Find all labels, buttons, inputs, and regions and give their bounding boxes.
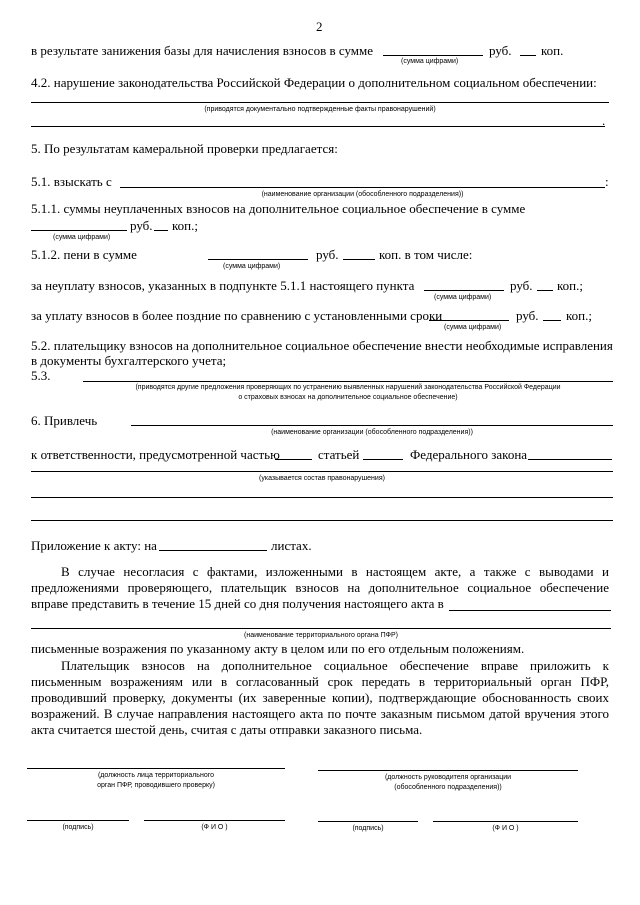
facts-line-1[interactable] (31, 102, 609, 103)
involve-organization-line[interactable] (131, 425, 613, 426)
head-fio-line[interactable] (433, 821, 578, 822)
rub-label: руб. (316, 247, 339, 262)
unpaid-sum-line[interactable] (31, 230, 127, 231)
late-payment-sum-line[interactable] (429, 320, 509, 321)
section-4-2-heading: 4.2. нарушение законодательства Российской Федерации о дополнительном социальном обеспечении: (31, 75, 597, 90)
federal-law-label: Федерального закона (410, 447, 528, 462)
head-position-hint-2: (обособленного подразделения)) (394, 784, 502, 791)
facts-end-dot: . (602, 113, 606, 128)
inspector-position-hint-2: орган ПФР, проводившего проверку) (97, 782, 215, 789)
penalty-nonpayment-text: за неуплату взносов, указанных в подпункте 5.1.1 настоящего пункта (31, 278, 415, 293)
kop-line[interactable] (537, 290, 553, 291)
sum-hint: (сумма цифрами) (434, 294, 492, 301)
pfr-body-line-1[interactable] (449, 610, 611, 611)
kop-label: коп.; (557, 278, 583, 293)
other-proposals-line[interactable] (83, 381, 613, 382)
section-6-text: 6. Привлечь (31, 413, 98, 428)
head-position-hint-1: (должность руководителя организации (384, 774, 512, 781)
sum-hint: (сумма цифрами) (444, 324, 502, 331)
penalty-sum-line[interactable] (208, 259, 308, 260)
reduced-base-sum-line[interactable] (383, 55, 483, 56)
appendix-text: Приложение к акту: на (31, 538, 157, 553)
sum-hint: (сумма цифрами) (53, 234, 111, 241)
penalty-late-payment-text: за уплату взносов в более поздние по сравнению с установленными сроки (31, 308, 443, 323)
collect-colon: : (605, 174, 609, 189)
attach-documents-paragraph: Плательщик взносов на дополнительное социальное обеспечение вправе приложить к письменным возражениям или в согласованный срок передать в территориальный орган ПФР, проводивший проверку, документы (их заверенные копии), подтверждающие обоснованность своих возражений. В случае направления настоящего акта по почте заказным письмом датой вручения этого акта считается шестой день, считая с даты отправки заказного письма. (31, 658, 609, 737)
section-5-2-line-1: 5.2. плательщику взносов на дополнительное социальное обеспечение внести необходимые исправления (31, 338, 613, 353)
section-5-1-text: 5.1. взыскать с (31, 174, 112, 189)
inspector-position-hint-1: (должность лица территориального (97, 772, 215, 779)
offense-line-3[interactable] (31, 520, 613, 521)
kop-label: коп.; (172, 218, 198, 233)
head-signature-hint: (подпись) (352, 825, 384, 832)
head-signature-line[interactable] (318, 821, 418, 822)
pfr-body-line-2[interactable] (31, 628, 611, 629)
organization-hint: (наименование организации (обособленного подразделения)) (271, 429, 473, 436)
section-5-3-label: 5.3. (31, 368, 51, 383)
head-fio-hint: (Ф И О ) (492, 825, 519, 832)
article-label: статьей (318, 447, 360, 462)
federal-law-line[interactable] (528, 459, 612, 460)
page-number: 2 (316, 19, 323, 34)
kop-line[interactable] (520, 55, 536, 56)
article-number-line[interactable] (363, 459, 403, 460)
section-5-1-2-text: 5.1.2. пени в сумме (31, 247, 137, 262)
sum-hint: (сумма цифрами) (401, 58, 459, 65)
section-5-heading: 5. По результатам камеральной проверки предлагается: (31, 141, 338, 156)
sum-hint: (сумма цифрами) (223, 263, 281, 270)
kop-line[interactable] (154, 230, 168, 231)
nonpayment-sum-line[interactable] (424, 290, 504, 291)
article-part-line[interactable] (275, 459, 312, 460)
objections-text: письменные возражения по указанному акту в целом или по его отдельным положениям. (31, 641, 525, 656)
kop-label: коп. в том числе: (379, 247, 473, 262)
reduced-base-text: в результате занижения базы для начисления взносов в сумме (31, 43, 374, 58)
offense-hint: (указывается состав правонарушения) (259, 475, 385, 482)
collect-from-line[interactable] (120, 187, 605, 188)
pfr-body-hint: (наименование территориального органа ПФР) (244, 632, 398, 639)
kop-line[interactable] (343, 259, 375, 260)
section-5-1-1-text: 5.1.1. суммы неуплаченных взносов на дополнительное социальное обеспечение в сумме (31, 201, 526, 216)
other-proposals-hint-2: о страховых взносах на дополнительное социальное обеспечение) (238, 394, 458, 401)
rub-label: руб. (130, 218, 153, 233)
section-5-2-line-2: в документы бухгалтерского учета; (31, 353, 227, 368)
facts-hint: (приводятся документально подтвержденные факты правонарушений) (204, 106, 436, 113)
inspector-position-line[interactable] (27, 768, 285, 769)
inspector-signature-hint: (подпись) (62, 824, 94, 831)
facts-line-2[interactable] (31, 126, 605, 127)
inspector-fio-line[interactable] (144, 820, 285, 821)
kop-line[interactable] (543, 320, 561, 321)
head-position-line[interactable] (318, 770, 578, 771)
kop-label: коп.; (566, 308, 592, 323)
sheets-label: листах. (271, 538, 312, 553)
other-proposals-hint-1: (приводятся другие предложения проверяющих по устранению выявленных нарушений законодательства Российской Федерации (135, 384, 561, 391)
rub-label: руб. (510, 278, 533, 293)
responsibility-text: к ответственности, предусмотренной частью (31, 447, 280, 462)
sheet-count-line[interactable] (159, 550, 267, 551)
organization-hint: (наименование организации (обособленного подразделения)) (261, 191, 464, 198)
rub-label: руб. (489, 43, 512, 58)
offense-line-2[interactable] (31, 497, 613, 498)
kop-label: коп. (541, 43, 564, 58)
inspector-signature-line[interactable] (27, 820, 129, 821)
rub-label: руб. (516, 308, 539, 323)
inspector-fio-hint: (Ф И О ) (201, 824, 228, 831)
offense-line-1[interactable] (31, 471, 613, 472)
disagreement-paragraph: В случае несогласия с фактами, изложенными в настоящем акте, а также с выводами и предложениями проверяющего, плательщик взносов на дополнительное социальное обеспечение вправе представить в течение 15 дней со дня получения настоящего акта в (31, 564, 609, 611)
